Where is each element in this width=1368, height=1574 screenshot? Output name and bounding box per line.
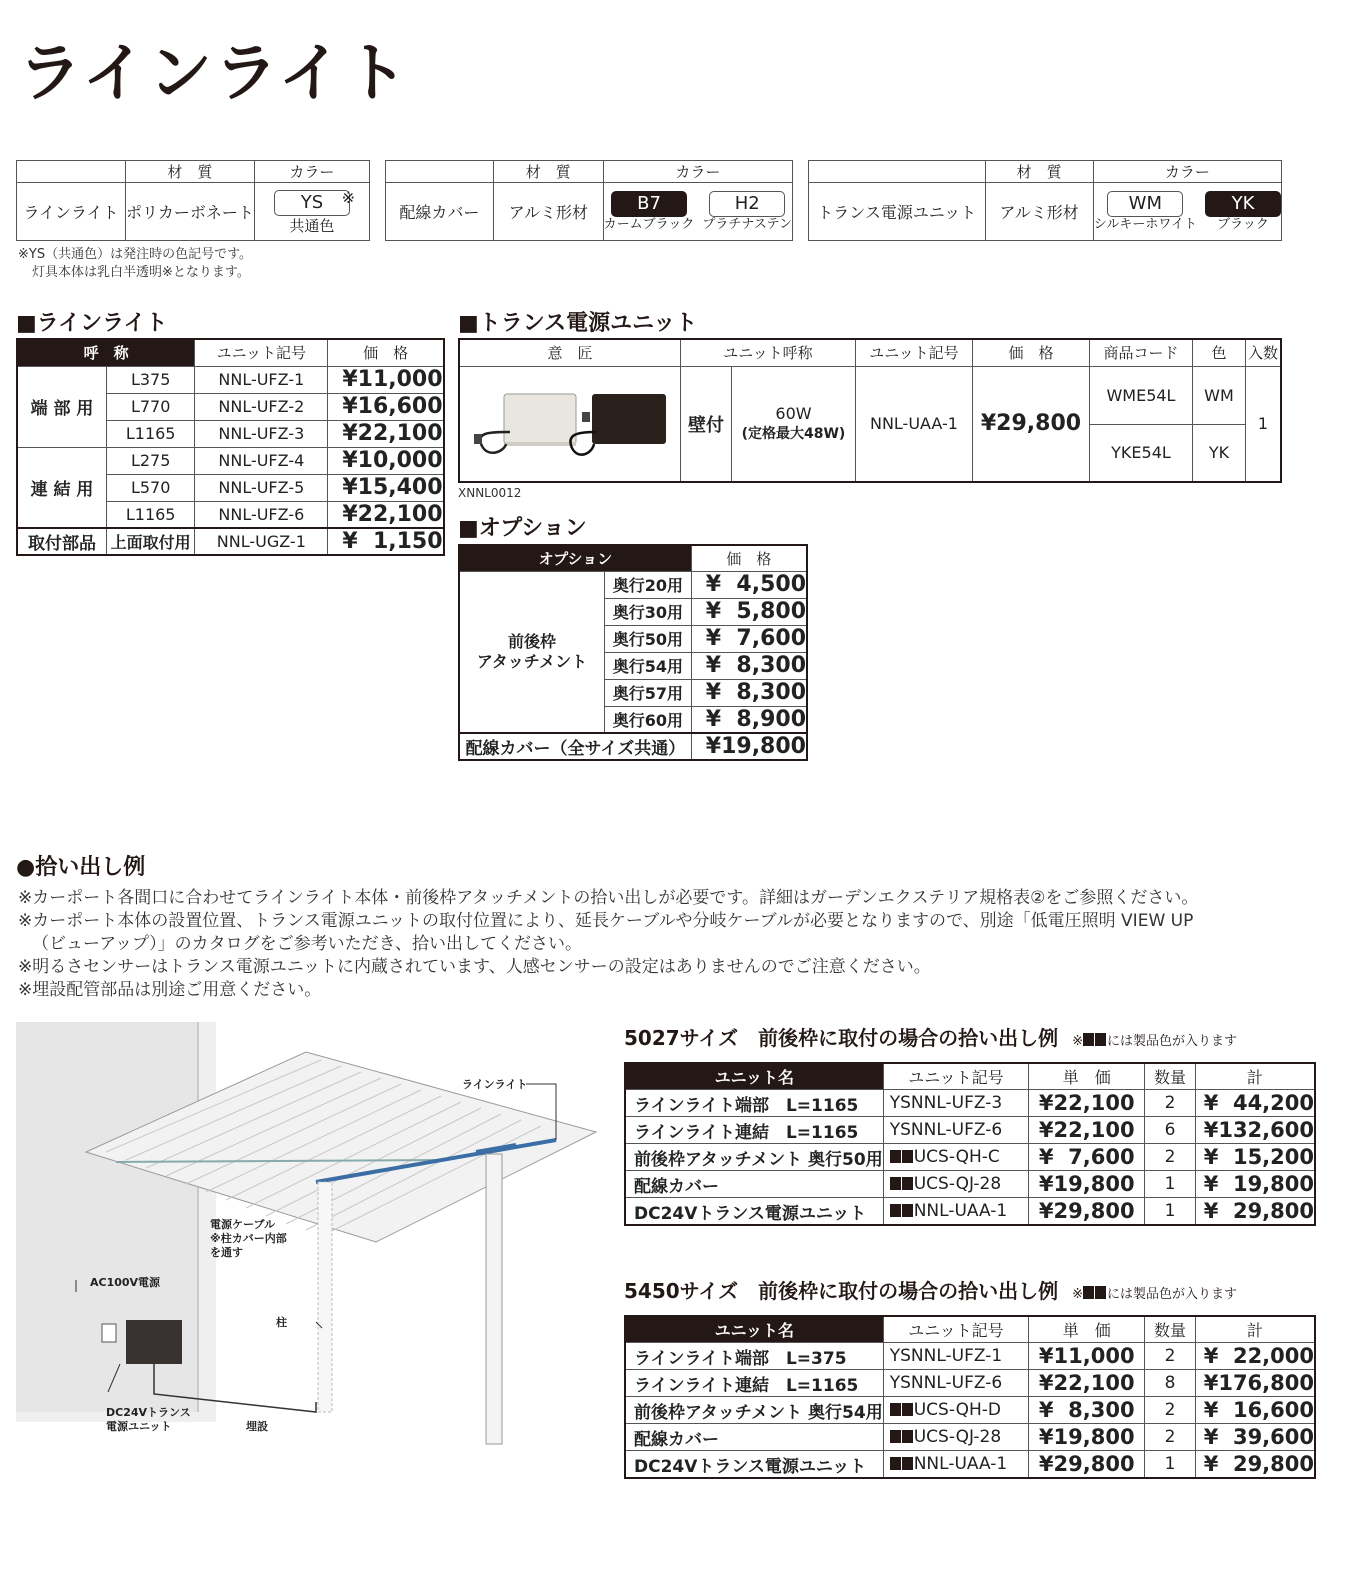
image-caption: XNNL0012	[458, 486, 522, 500]
size-cell: L275	[107, 447, 195, 474]
color-chip: B7	[611, 191, 687, 217]
header-total: 計	[1195, 1316, 1315, 1343]
code-cell: NNL-UFZ-6	[195, 501, 328, 528]
row-code: UCS-QJ-28	[913, 1427, 1002, 1447]
transformer-image	[470, 372, 670, 472]
diagram-label-dc: 電源ユニット	[106, 1420, 172, 1433]
row-qty: 1	[1145, 1198, 1195, 1226]
qty-cell: 1	[1245, 366, 1281, 482]
row-unit: ¥22,100	[1029, 1370, 1145, 1397]
option-price: ¥ 5,800	[691, 598, 807, 625]
row-unit: ¥22,100	[1029, 1090, 1145, 1117]
spec-table-transformer	[808, 160, 1282, 241]
material-header: 材 質	[126, 161, 255, 183]
trans-heading: ■トランス電源ユニット	[458, 311, 698, 336]
price-cell: ¥11,000	[328, 366, 444, 393]
option-row-label: 奥行57用	[605, 679, 692, 706]
spec-item-name: ラインライト	[17, 183, 126, 241]
example-title: 5450サイズ 前後枠に取付の場合の拾い出し例	[624, 1279, 1059, 1303]
pickup-note: ※明るさセンサーはトランス電源ユニットに内蔵されています、人感センサーの設定はありませんのでご注意ください。	[18, 957, 931, 977]
row-unit: ¥22,100	[1029, 1117, 1145, 1144]
row-code: UCS-QH-C	[913, 1147, 1000, 1167]
size-cell: L375	[107, 366, 195, 393]
pickup-note: （ビューアップ）」のカタログをご参考いただき、拾い出してください。	[32, 934, 582, 954]
size-cell: L770	[107, 393, 195, 420]
row-qty: 2	[1145, 1424, 1195, 1451]
header-code: ユニット記号	[195, 339, 328, 366]
row-total: ¥ 19,800	[1195, 1171, 1315, 1198]
row-code: YSNNL-UFZ-3	[883, 1090, 1029, 1117]
header-qty: 数量	[1145, 1063, 1195, 1090]
product-code-cell: YKE54L	[1089, 424, 1192, 482]
diagram-label-line-light: ラインライト	[462, 1078, 528, 1091]
pickup-note: ※埋設配管部品は別途ご用意ください。	[18, 980, 322, 1000]
header-unit-name: ユニット名	[625, 1316, 883, 1343]
row-name: ラインライト端部 L=1165	[625, 1090, 883, 1117]
row-code: UCS-QH-D	[913, 1400, 1001, 1420]
header-unit-name: ユニット名	[625, 1063, 883, 1090]
row-name: 配線カバー	[625, 1424, 883, 1451]
option-price: ¥ 8,900	[691, 706, 807, 733]
example-table-5027	[624, 1062, 1316, 1226]
row-total: ¥ 15,200	[1195, 1144, 1315, 1171]
color-chip: WM	[1107, 191, 1183, 217]
header-unit-price: 単 価	[1029, 1063, 1145, 1090]
row-code: YSNNL-UFZ-1	[883, 1343, 1029, 1370]
price-cell: ¥29,800	[972, 366, 1089, 482]
price-cell: ¥22,100	[328, 420, 444, 447]
row-unit: ¥19,800	[1029, 1424, 1145, 1451]
row-unit: ¥19,800	[1029, 1171, 1145, 1198]
spec-note: 灯具本体は乳白半透明※となります。	[32, 265, 250, 280]
row-total: ¥ 16,600	[1195, 1397, 1315, 1424]
group-label: 連 結 用	[17, 447, 107, 528]
code-cell: NNL-UFZ-2	[195, 393, 328, 420]
code-cell: NNL-UFZ-5	[195, 474, 328, 501]
option-row-label: 奥行20用	[605, 571, 692, 598]
row-unit: ¥ 8,300	[1029, 1397, 1145, 1424]
example-note: には製品色が入ります	[1106, 1287, 1237, 1302]
spec-item-material: アルミ形材	[985, 183, 1093, 241]
product-color-cell: WM	[1192, 366, 1245, 424]
example-table-5450	[624, 1315, 1316, 1479]
spec-table-line-light	[16, 160, 370, 241]
row-unit: ¥11,000	[1029, 1343, 1145, 1370]
row-total: ¥176,800	[1195, 1370, 1315, 1397]
row-code: YSNNL-UFZ-6	[883, 1117, 1029, 1144]
spec-item-name: トランス電源ユニット	[809, 183, 986, 241]
row-total: ¥ 29,800	[1195, 1451, 1315, 1479]
row-total: ¥ 39,600	[1195, 1424, 1315, 1451]
row-code: NNL-UAA-1	[913, 1454, 1008, 1474]
color-header: カラー	[254, 161, 369, 183]
example-note: ※	[1072, 1034, 1083, 1049]
material-header: 材 質	[493, 161, 603, 183]
trans-table	[458, 338, 1282, 483]
code-cell: NNL-UFZ-3	[195, 420, 328, 447]
color-sub: ブラック	[1217, 216, 1269, 232]
header-price: 価 格	[691, 545, 807, 571]
header-code: ユニット記号	[883, 1063, 1029, 1090]
cover-price: ¥19,800	[691, 733, 807, 760]
row-qty: 2	[1145, 1144, 1195, 1171]
spec-item-name: 配線カバー	[386, 183, 494, 241]
row-name: DC24Vトランス電源ユニット	[625, 1198, 883, 1226]
diagram-label-cable: を通す	[210, 1246, 243, 1259]
row-name: ラインライト連結 L=1165	[625, 1370, 883, 1397]
option-price: ¥ 8,300	[691, 652, 807, 679]
color-sub: プラチナステン	[702, 216, 792, 232]
color-header: カラー	[1093, 161, 1281, 183]
row-qty: 2	[1145, 1343, 1195, 1370]
size-cell: L1165	[107, 501, 195, 528]
header-total: 計	[1195, 1063, 1315, 1090]
example-note: には製品色が入ります	[1106, 1034, 1237, 1049]
line-light-table	[16, 338, 445, 556]
example-title: 5027サイズ 前後枠に取付の場合の拾い出し例	[624, 1026, 1059, 1050]
row-qty: 1	[1145, 1451, 1195, 1479]
option-row-label: 奥行30用	[605, 598, 692, 625]
option-heading: ■オプション	[458, 516, 587, 541]
row-name: 前後枠アタッチメント 奥行50用	[625, 1144, 883, 1171]
header-unit-price: 単 価	[1029, 1316, 1145, 1343]
diagram-label-dc: DC24Vトランス	[106, 1406, 191, 1419]
option-table	[458, 544, 808, 761]
row-unit: ¥29,800	[1029, 1451, 1145, 1479]
row-qty: 1	[1145, 1171, 1195, 1198]
color-header: カラー	[603, 161, 792, 183]
row-name: ラインライト端部 L=375	[625, 1343, 883, 1370]
size-cell: L570	[107, 474, 195, 501]
header-option: オプション	[459, 545, 691, 571]
pickup-heading: ●拾い出し例	[16, 855, 146, 880]
color-sub: カームブラック	[603, 216, 695, 232]
header-price: 価 格	[972, 339, 1089, 366]
row-code: NNL-UAA-1	[913, 1201, 1008, 1221]
option-row-label: 奥行54用	[605, 652, 692, 679]
header-qty: 数量	[1145, 1316, 1195, 1343]
spec-note: ※YS（共通色）は発注時の色記号です。	[18, 247, 253, 262]
row-name: DC24Vトランス電源ユニット	[625, 1451, 883, 1479]
diagram-label-cable: ※柱カバー内部	[210, 1232, 287, 1245]
option-price: ¥ 8,300	[691, 679, 807, 706]
unit-code-cell: NNL-UAA-1	[855, 366, 972, 482]
row-qty: 2	[1145, 1397, 1195, 1424]
color-chip: YS	[274, 190, 350, 216]
header-name: 呼 称	[17, 339, 195, 366]
attachment-label: アタッチメント	[476, 651, 588, 671]
example-note: ※	[1072, 1287, 1083, 1302]
group-label: 端 部 用	[17, 366, 107, 447]
attachment-label: 前後枠	[507, 631, 556, 651]
row-total: ¥132,600	[1195, 1117, 1315, 1144]
note-mark: ※	[341, 188, 355, 207]
code-cell: NNL-UFZ-1	[195, 366, 328, 393]
installation-diagram	[16, 1022, 606, 1452]
header-color: 色	[1192, 339, 1245, 366]
diagram-label-buried: 埋設	[246, 1420, 268, 1433]
row-unit: ¥ 7,600	[1029, 1144, 1145, 1171]
spec-table-wiring-cover	[385, 160, 793, 241]
option-row-label: 奥行60用	[605, 706, 692, 733]
option-price: ¥ 4,500	[691, 571, 807, 598]
price-cell: ¥16,600	[328, 393, 444, 420]
header-product-code: 商品コード	[1089, 339, 1192, 366]
page-title: ラインライト	[18, 37, 411, 111]
diagram-label-ac: AC100V電源	[90, 1276, 161, 1289]
product-color-cell: YK	[1192, 424, 1245, 482]
code-cell: NNL-UFZ-4	[195, 447, 328, 474]
row-code: YSNNL-UFZ-6	[883, 1370, 1029, 1397]
row-total: ¥ 29,800	[1195, 1198, 1315, 1226]
watt-sub: (定格最大48W)	[741, 426, 846, 443]
size-cell: 上面取付用	[107, 528, 195, 555]
option-price: ¥ 7,600	[691, 625, 807, 652]
row-code: UCS-QJ-28	[913, 1174, 1002, 1194]
color-chip: H2	[709, 191, 785, 217]
row-total: ¥ 22,000	[1195, 1343, 1315, 1370]
option-row-label: 奥行50用	[605, 625, 692, 652]
cover-label: 配線カバー（全サイズ共通）	[459, 733, 691, 760]
color-chip: YK	[1205, 191, 1281, 217]
trans-image	[459, 366, 681, 482]
row-qty: 6	[1145, 1117, 1195, 1144]
color-sub: シルキーホワイト	[1093, 216, 1197, 232]
price-cell: ¥10,000	[328, 447, 444, 474]
price-cell: ¥ 1,150	[328, 528, 444, 555]
diagram-label-post: 柱	[276, 1316, 287, 1329]
row-qty: 2	[1145, 1090, 1195, 1117]
pickup-note: ※カーポート各間口に合わせてラインライト本体・前後枠アタッチメントの拾い出しが必要です。詳細はガーデンエクステリア規格表②をご参照ください。	[18, 888, 1199, 908]
row-unit: ¥29,800	[1029, 1198, 1145, 1226]
line-light-heading: ■ラインライト	[16, 311, 168, 336]
row-name: 前後枠アタッチメント 奥行54用	[625, 1397, 883, 1424]
row-qty: 8	[1145, 1370, 1195, 1397]
price-cell: ¥22,100	[328, 501, 444, 528]
spec-item-material: ポリカーボネート	[126, 183, 255, 241]
row-name: ラインライト連結 L=1165	[625, 1117, 883, 1144]
header-unit-name: ユニット呼称	[681, 339, 856, 366]
header-unit-code: ユニット記号	[855, 339, 972, 366]
header-code: ユニット記号	[883, 1316, 1029, 1343]
header-qty: 入数	[1245, 339, 1281, 366]
header-design: 意 匠	[459, 339, 681, 366]
product-code-cell: WME54L	[1089, 366, 1192, 424]
material-header: 材 質	[985, 161, 1093, 183]
spec-item-material: アルミ形材	[493, 183, 603, 241]
pickup-note: ※カーポート本体の設置位置、トランス電源ユニットの取付位置により、延長ケーブルや分岐ケーブルが必要となりますので、別途「低電圧照明 VIEW UP	[18, 911, 1194, 931]
price-cell: ¥15,400	[328, 474, 444, 501]
code-cell: NNL-UGZ-1	[195, 528, 328, 555]
diagram-label-cable: 電源ケーブル	[210, 1218, 276, 1231]
watt: 60W	[775, 404, 812, 424]
row-name: 配線カバー	[625, 1171, 883, 1198]
group-label: 取付部品	[17, 528, 107, 555]
color-sub: 共通色	[289, 216, 335, 235]
mount-cell: 壁付	[681, 366, 732, 482]
row-total: ¥ 44,200	[1195, 1090, 1315, 1117]
header-price: 価 格	[328, 339, 444, 366]
size-cell: L1165	[107, 420, 195, 447]
